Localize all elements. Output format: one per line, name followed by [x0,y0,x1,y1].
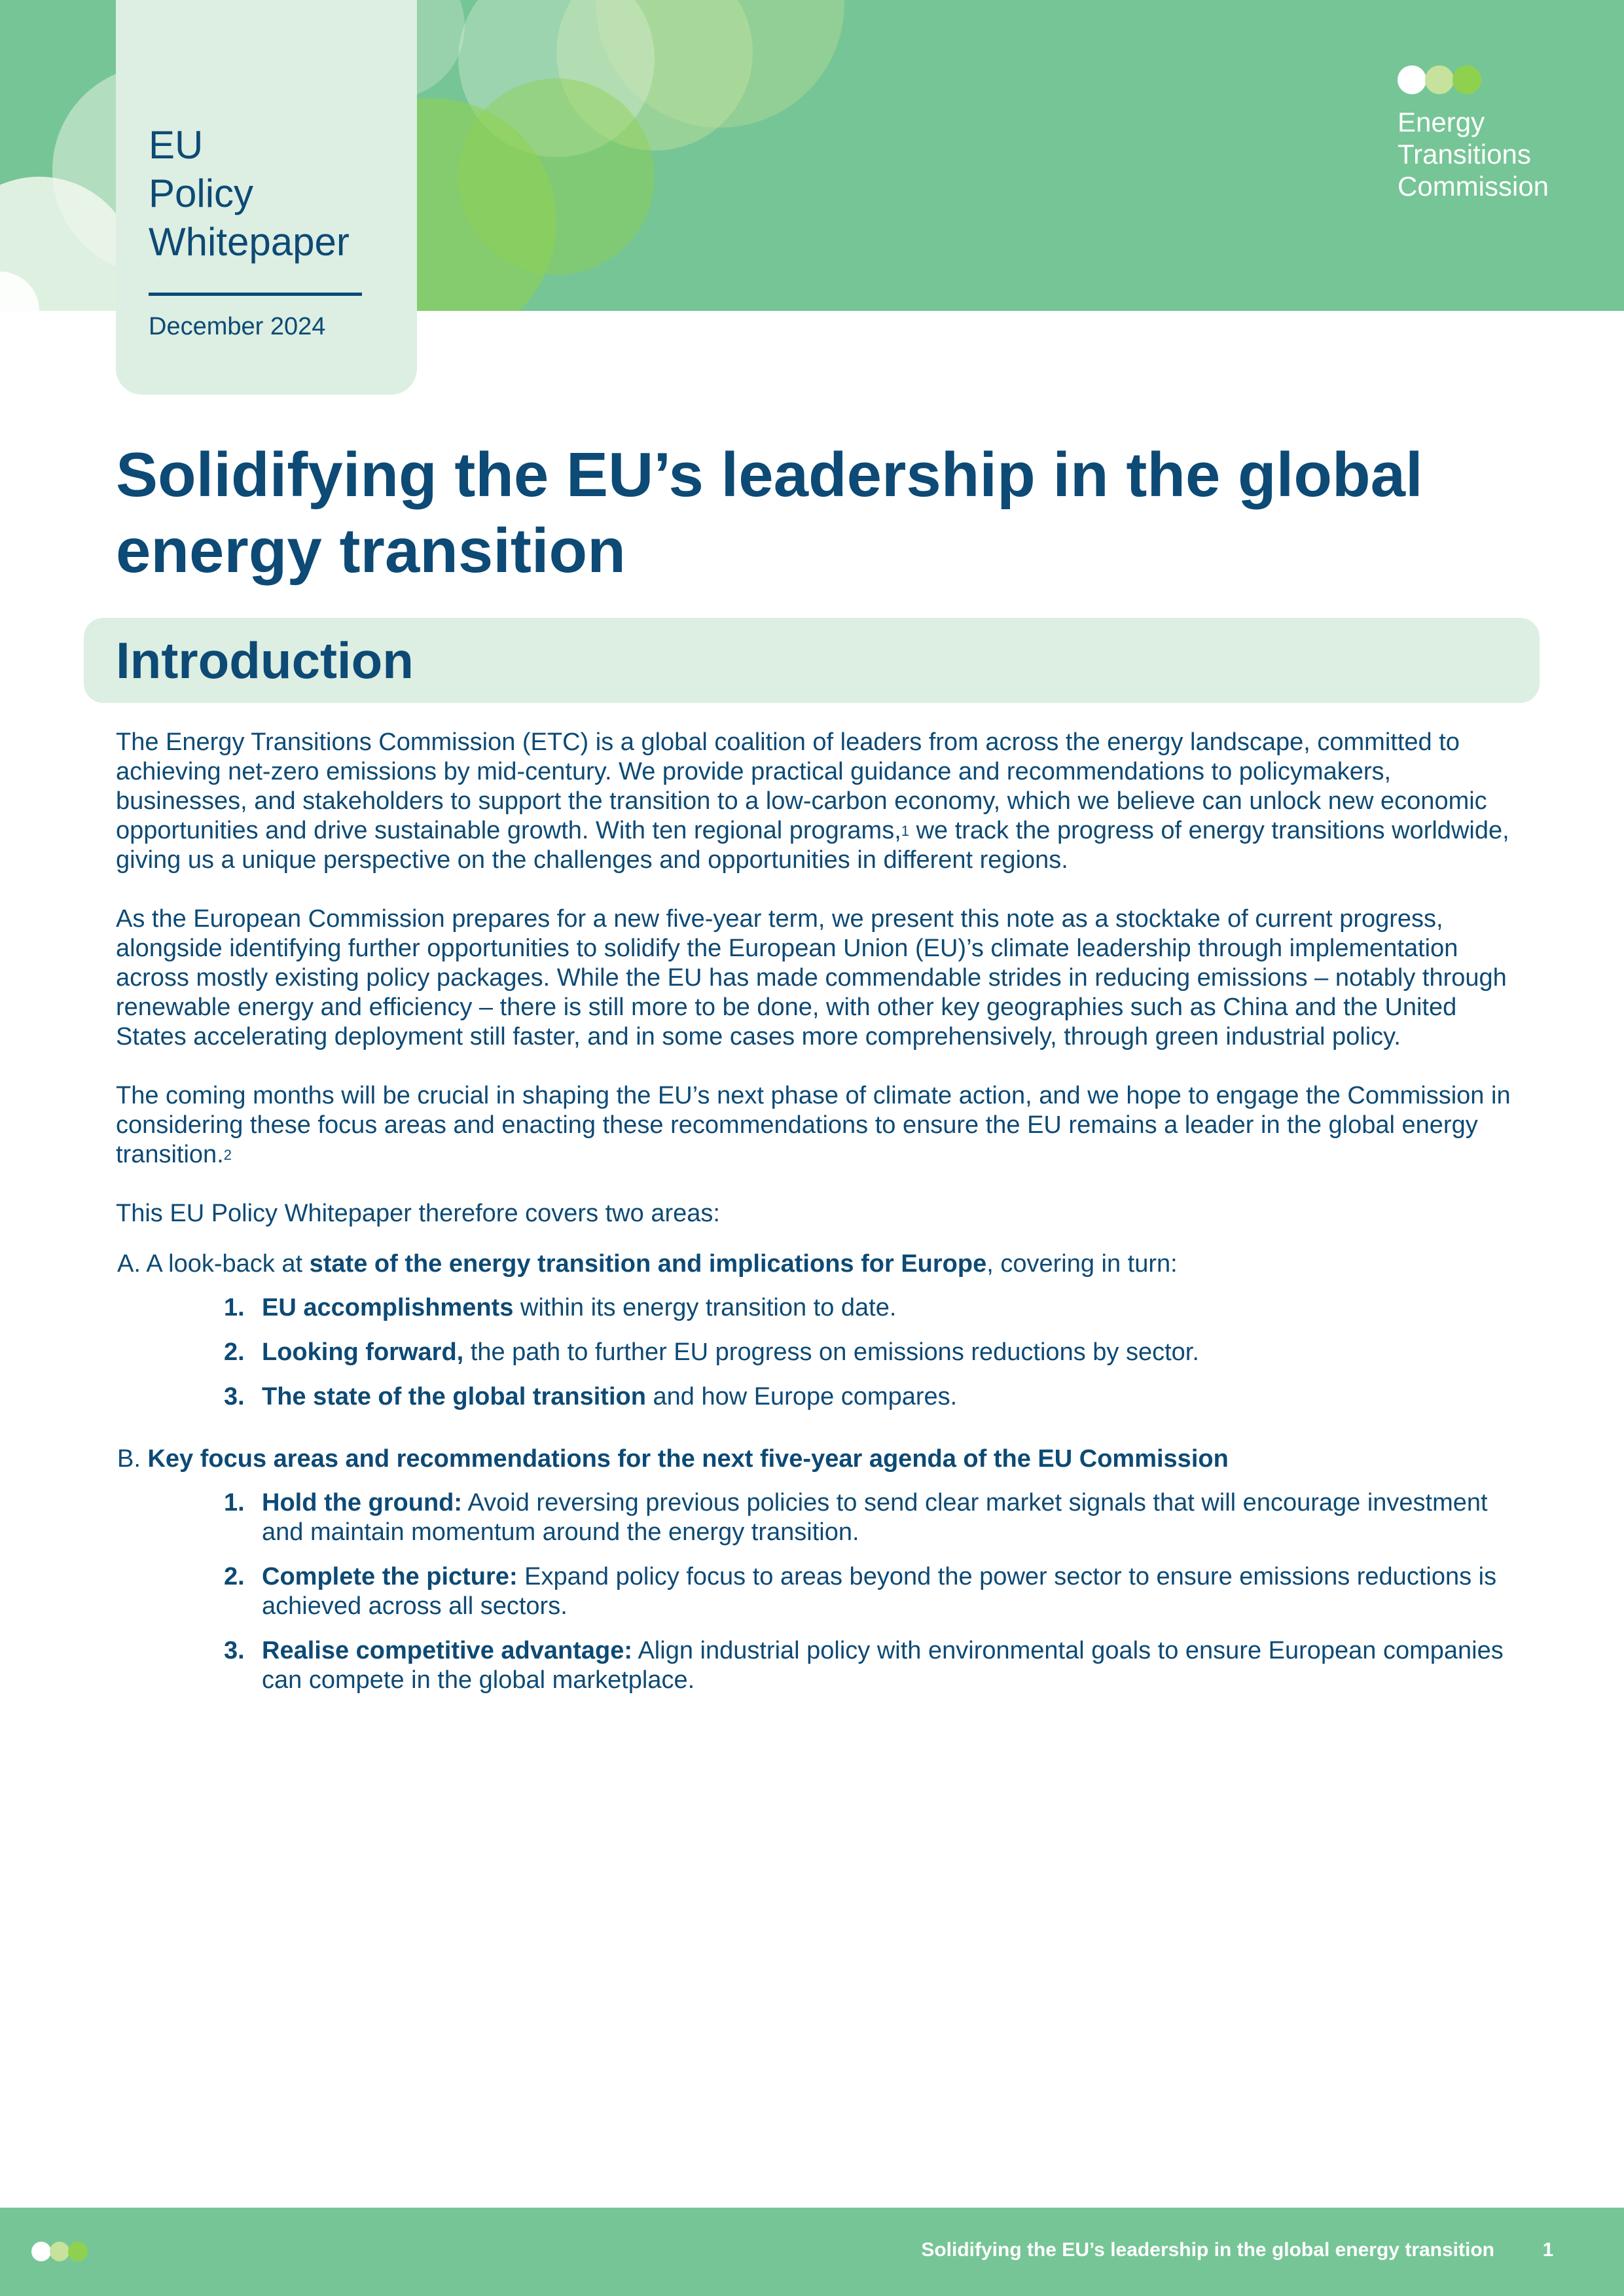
badge-title-line-1: EU [149,123,204,167]
group-a-post: , covering in turn: [986,1250,1178,1278]
group-a [116,1249,1523,1412]
list-number: 1. [224,1294,245,1321]
list-number: 3. [224,1637,245,1664]
paragraph-3 [116,1081,1523,1170]
list-item [116,1382,1523,1412]
group-a-letter: A. [117,1250,141,1278]
list-number: 3. [224,1383,245,1410]
paragraph-2: As the European Commission prepares for a new five-year term, we present this note as a stocktake of current progress, alongside identifying further opportunities to solidify the European Union (EU)’s climate leadership through implementation across mostly existing policy packages. While the EU has made commendable strides in reducing emissions – notably through renewable energy and efficiency – there is still more to be done, with other key geographies such as China and the United States accelerating deployment still faster, and in some cases more comprehensively, through green industrial policy. [116,905,1507,1050]
logo-dots [1398,65,1483,94]
list-item-bold: Realise competitive advantage: [262,1637,632,1664]
badge-divider [149,293,362,296]
list-number: 2. [224,1563,245,1590]
list-item [116,1488,1523,1547]
list-item-bold: Looking forward, [262,1338,464,1366]
logo-dot-lime [1453,65,1481,94]
list-item-bold: The state of the global transition [262,1383,646,1410]
page-footer [0,2208,1624,2296]
footnote-ref-2: 2 [223,1147,232,1163]
list-item [116,1293,1523,1323]
list-item-text: the path to further EU progress on emissions reductions by sector. [463,1338,1199,1366]
section-heading: Introduction [116,632,414,689]
footnote-ref-1: 1 [901,823,910,839]
section-heading-bar [84,618,1540,703]
logo-dot-white [1398,65,1426,94]
badge-title-line-2: Policy [149,171,254,215]
list-item [116,1338,1523,1367]
list-item-text: within its energy transition to date. [513,1294,897,1321]
group-a-pre: A look-back at [140,1250,310,1278]
page-number: 1 [1542,2239,1554,2261]
badge-title [149,121,350,266]
list-item-text: Avoid reversing previous policies to send clear market signals that will encourage investment and maintain momentum around the energy transition. [262,1489,1488,1546]
badge-title-line-3: Whitepaper [149,220,350,264]
logo-line-3: Commission [1398,171,1549,202]
list-number: 1. [224,1489,245,1516]
logo-dot-pale [1425,65,1454,94]
list-item-text: Align industrial policy with environmental goals to ensure European companies can compete in the global marketplace. [262,1637,1504,1694]
paragraph-1 [116,728,1523,875]
body-text [116,728,1523,1710]
list-item-bold: Complete the picture: [262,1563,518,1590]
list-item [116,1562,1523,1621]
footer-dot-white [31,2242,51,2261]
list-item-bold: Hold the ground: [262,1489,463,1516]
list-item-text: and how Europe compares. [645,1383,958,1410]
paragraph-3-text: The coming months will be crucial in shaping the EU’s next phase of climate action, and we hope to engage the Commission in considering these focus areas and enacting these recommendations to ensure the EU remains a leader in the global energy transition. [116,1082,1511,1168]
list-item [116,1636,1523,1695]
group-a-list [116,1293,1523,1412]
group-b-list [116,1488,1523,1695]
paragraph-4: This EU Policy Whitepaper therefore covers two areas: [116,1200,720,1227]
etc-logo [1398,65,1549,202]
group-a-bold: state of the energy transition and implications for Europe [309,1250,987,1278]
footer-dot-lime [68,2242,88,2261]
group-b-label [116,1444,1523,1474]
publication-badge [116,0,417,395]
footer-logo-dots [31,2242,97,2263]
group-b [116,1444,1523,1695]
logo-line-2: Transitions [1398,139,1531,170]
group-b-letter: B. [117,1445,141,1473]
publication-date: December 2024 [149,313,326,340]
footer-dot-pale [50,2242,69,2261]
document-title: Solidifying the EU’s leadership in the global energy transition [116,440,1423,586]
paragraph-1-text-b: we track the progress of energy transitions worldwide, giving us a unique perspective on the challenges and opportunities in different regions. [116,817,1509,874]
list-item-bold: EU accomplishments [262,1294,514,1321]
group-b-bold: Key focus areas and recommendations for the next five-year agenda of the EU Commission [140,1445,1229,1473]
logo-text [1398,106,1549,202]
footer-running-title: Solidifying the EU’s leadership in the global energy transition [921,2239,1494,2261]
list-item-text: Expand policy focus to areas beyond the power sector to ensure emissions reductions is achieved across all sectors. [262,1563,1497,1620]
list-number: 2. [224,1338,245,1366]
paragraph-1-text-a: The Energy Transitions Commission (ETC) is a global coalition of leaders from across the energy landscape, committed to achieving net-zero emissions by mid-century. We provide practical guidance and recommendations to policymakers, businesses, and stakeholders to support the transition to a low-carbon economy, which we believe can unlock new economic opportunities and drive sustainable growth. With ten regional programs, [116,728,1487,844]
group-a-label [116,1249,1523,1279]
logo-line-1: Energy [1398,107,1485,137]
